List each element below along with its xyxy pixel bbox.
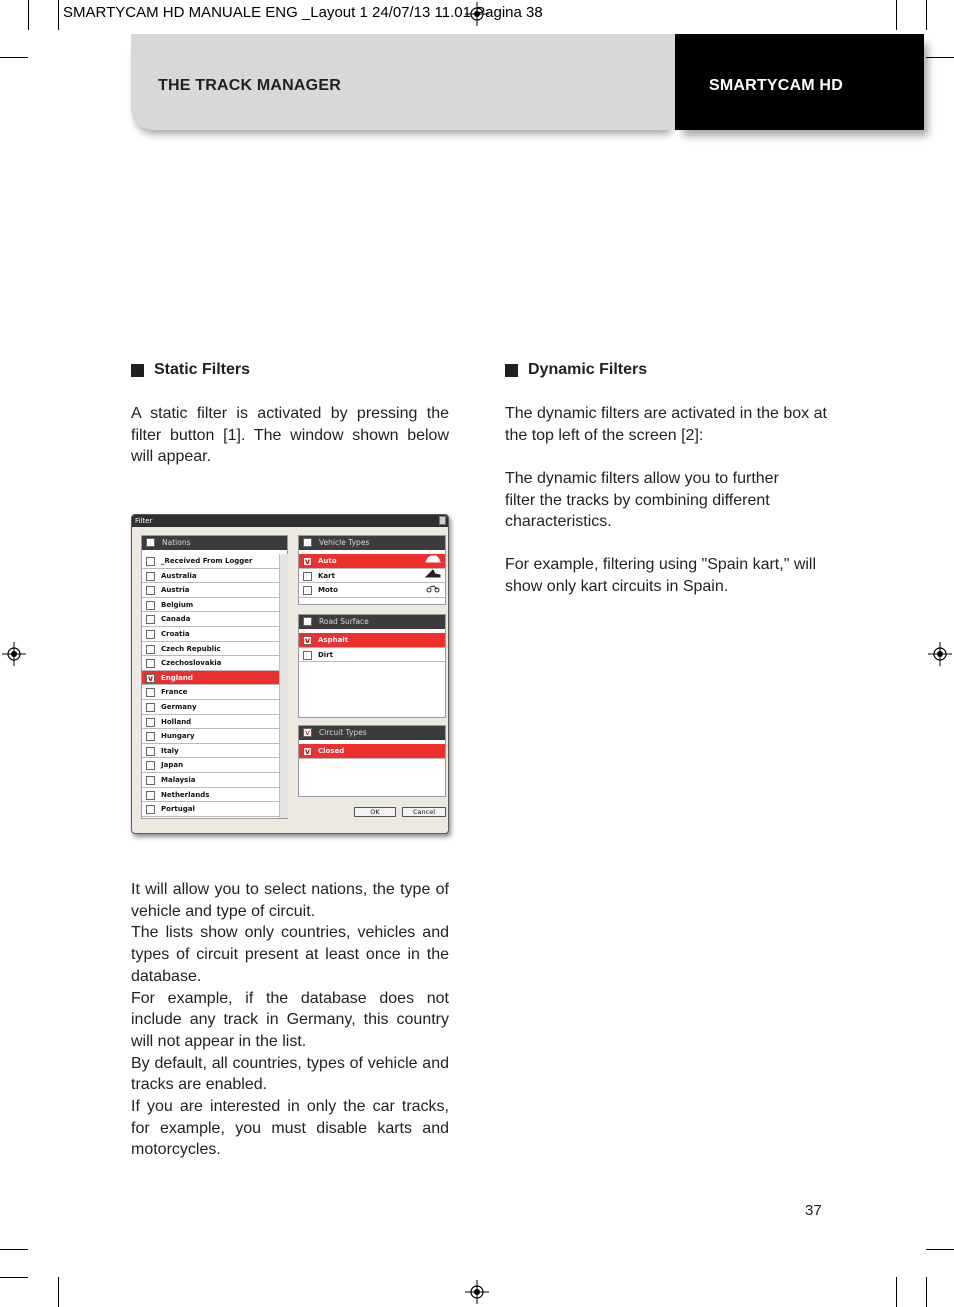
checkbox[interactable] [146,747,155,756]
list-item-label: Austria [161,586,190,595]
vehicle-types-panel [298,535,446,605]
list-item-label: France [161,688,188,697]
checkbox[interactable] [146,718,155,727]
list-item-label: Canada [161,615,191,624]
checkbox[interactable] [146,761,155,770]
dynamic-filters-paragraph: The dynamic filters allow you to further filter the tracks by combining different characteristics. [505,470,779,531]
list-item-label: Italy [161,746,179,755]
window-title: Filter [132,515,448,527]
list-item-label: Closed [318,747,345,755]
list-item[interactable] [142,656,279,671]
list-item[interactable] [142,685,279,700]
checkbox[interactable] [146,572,155,581]
list-item-label: Kart [318,571,335,580]
motorcycle-icon [425,583,441,598]
bullet-square-icon [131,364,144,377]
static-filters-intro: A static filter is activated by pressing the filter button [1]. The window shown below will appear. [131,405,449,466]
checkbox[interactable] [146,645,155,654]
checkbox[interactable] [146,601,155,610]
close-icon[interactable] [439,516,446,525]
checkbox[interactable] [146,586,155,595]
checkbox[interactable] [146,791,155,800]
crop-mark [0,57,28,58]
road-surface-header: Road Surface [299,615,445,629]
checkbox[interactable] [303,651,312,660]
list-item-label: Auto [318,557,337,565]
list-item-label: Portugal [161,805,195,814]
list-item[interactable] [142,773,279,788]
body-paragraph: For example, if the database does not include any track in Germany, this country will not appear in the list. [131,989,449,1050]
nations-toggle-checkbox[interactable] [146,538,155,547]
list-item[interactable] [142,788,279,803]
vehicle-types-header: Vehicle Types [299,536,445,550]
list-item-label: Belgium [161,600,194,609]
dynamic-filters-heading [505,361,647,379]
vehicle-types-toggle-checkbox[interactable] [303,538,312,547]
dynamic-filters-paragraph: The dynamic filters are activated in the box at the top left of the screen [2]: [505,405,827,444]
registration-mark-icon [2,642,26,666]
crop-mark [0,1249,28,1250]
list-item-label: Asphalt [318,636,349,644]
list-item-label: Czech Republic [161,644,221,653]
checkbox[interactable] [146,776,155,785]
list-item-label: Netherlands [161,790,210,799]
product-title: SMARTYCAM HD [709,77,843,94]
circuit-types-toggle-checkbox[interactable]: v [303,728,312,737]
list-item[interactable] [142,569,279,584]
list-item-label: Hungary [161,732,195,741]
nations-list [142,554,279,818]
body-paragraph: The lists show only countries, vehicles and types of circuit present at least once in the database. [131,924,449,985]
crop-mark [926,1249,954,1250]
nations-scrollbar[interactable] [279,554,288,818]
crop-mark [926,0,927,30]
crop-mark [58,1277,59,1307]
list-item-label: Czechoslovakia [161,659,222,668]
static-filters-heading [131,361,250,379]
checkbox[interactable]: v [304,747,311,756]
checkbox[interactable]: v [147,673,154,683]
nations-panel [141,535,288,819]
list-item[interactable] [142,671,279,686]
checkbox[interactable] [146,659,155,668]
static-filters-body [131,879,449,1161]
registration-mark-icon [928,642,952,666]
crop-mark [0,1277,28,1278]
list-item-label: Malaysia [161,776,196,784]
ok-button[interactable]: OK [354,807,396,817]
list-item[interactable] [299,648,445,663]
bullet-square-icon [505,364,518,377]
list-item-label: Australia [161,571,197,580]
list-item[interactable] [299,633,445,648]
list-item-label: Japan [161,761,184,770]
body-paragraph: It will allow you to select nations, the type of vehicle and type of circuit. [131,881,449,920]
list-item-label: Germany [161,703,197,711]
list-item[interactable] [299,744,445,759]
list-item-label: Croatia [161,630,190,638]
checkbox[interactable] [303,586,312,595]
nations-header: Nations [142,536,287,550]
list-item[interactable] [299,569,445,584]
list-item[interactable] [142,715,279,730]
crop-mark [28,0,29,30]
checkbox[interactable]: v [304,557,311,566]
list-item-label: Dirt [318,650,334,659]
list-item[interactable] [142,729,279,744]
checkbox[interactable] [146,688,155,697]
circuit-types-header: v Circuit Types [299,726,445,740]
list-item[interactable] [142,598,279,613]
crop-mark [896,1277,897,1307]
checkbox[interactable] [146,615,155,624]
list-item[interactable] [142,700,279,715]
checkbox[interactable] [146,630,155,639]
checkbox[interactable] [146,805,155,814]
car-icon [425,554,441,569]
heading-text: Static Filters [154,361,251,378]
page-number: 37 [805,1202,822,1219]
registration-mark-icon [465,1280,489,1304]
list-item[interactable] [142,583,279,598]
crop-mark [58,0,59,30]
print-slug: SMARTYCAM HD MANUALE ENG _Layout 1 24/07/13 11.01 Pagina 38 [63,4,543,21]
dynamic-filters-paragraph: For example, filtering using "Spain kart," will show only kart circuits in Spain. [505,556,817,595]
checkbox[interactable] [146,703,155,712]
body-paragraph: By default, all countries, types of vehicle and tracks are enabled. [131,1054,449,1094]
list-item[interactable] [142,744,279,759]
road-surface-toggle-checkbox[interactable] [303,617,312,626]
road-surface-panel [298,614,446,718]
heading-text: Dynamic Filters [528,361,648,378]
circuit-types-panel [298,725,446,797]
cancel-button[interactable]: Cancel [402,807,446,817]
list-item[interactable] [142,627,279,642]
crop-mark [926,1277,927,1307]
checkbox[interactable]: v [304,636,311,645]
list-item-label: _Received From Logger [161,557,253,565]
kart-icon [425,569,441,584]
list-item-label: Holland [161,717,192,726]
body-paragraph: If you are interested in only the car tracks, for example, you must disable karts and motorcycles. [131,1098,449,1159]
crop-mark [896,0,897,30]
checkbox[interactable] [146,732,155,741]
list-item[interactable] [299,583,445,598]
list-item[interactable] [142,802,279,817]
list-item-label: Moto [318,586,338,595]
checkbox[interactable] [303,572,312,581]
crop-mark [926,57,954,58]
list-item[interactable] [142,642,279,657]
list-item[interactable] [142,554,279,569]
list-item[interactable] [299,554,445,569]
list-item[interactable] [142,612,279,627]
list-item[interactable] [142,758,279,773]
filter-window [131,514,449,834]
checkbox[interactable] [146,557,155,566]
section-title: THE TRACK MANAGER [158,77,341,94]
list-item-label: England [161,673,193,682]
